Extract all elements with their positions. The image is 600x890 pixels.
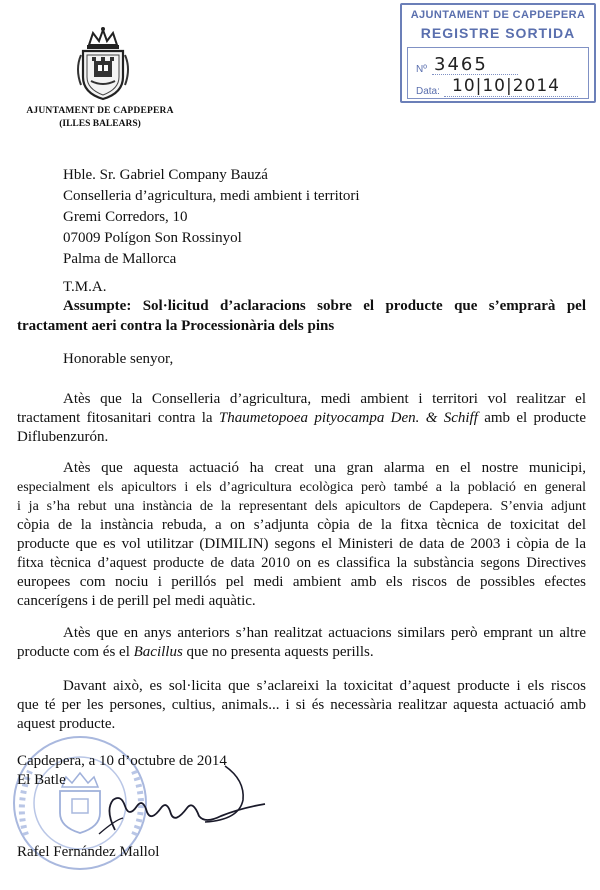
- stamp-organization: AJUNTAMENT DE CAPDEPERA: [410, 9, 586, 21]
- stamp-number-label: Nº: [416, 64, 427, 75]
- paragraph-1-line-1: Atès que la Conselleria d’agricultura, medi ambient i territori vol realitzar el: [63, 391, 586, 407]
- subject-line-2: tractament aeri contra la Processionària dels pins: [17, 318, 335, 334]
- paragraph-4-line-3: aquest producte.: [17, 716, 116, 732]
- stamp-register-title: REGISTRE SORTIDA: [420, 25, 576, 41]
- stamp-number: 3465: [434, 54, 488, 75]
- tma-label: T.M.A.: [63, 279, 107, 295]
- organization-region: (ILLES BALEARS): [59, 119, 141, 129]
- closing-role: El Batle: [17, 772, 66, 788]
- paragraph-2-line-4: còpia de la instància rebuda, a on s’adjunta còpia de la fitxa tècnica de toxicitat del: [17, 517, 586, 533]
- paragraph-4-line-2: que té per les persones, cultius, animals... i si és necessària realitzar aquesta actuació amb: [17, 697, 586, 713]
- paragraph-2-line-5: producte que es vol utilitzar (DIMILIN) segons el Ministeri de data de 2003 i còpia de la: [17, 536, 586, 552]
- paragraph-3-line-1: Atès que en anys anteriors s’han realitzat actuacions similars però emprant un altre: [63, 625, 586, 641]
- recipient-postal: 07009 Polígon Son Rossinyol: [63, 230, 242, 246]
- species-name: Thaumetopoea pityocampa Den. & Schiff: [218, 410, 478, 426]
- paragraph-2-line-8: cancerígens i de perill pel medi aquàtic.: [17, 593, 256, 609]
- recipient-street: Gremi Corredors, 10: [63, 209, 188, 225]
- stamp-date-label: Data:: [416, 86, 440, 97]
- paragraph-1-line-2: tractament fitosanitari contra la Thaumetopoea pityocampa Den. & Schiff amb el producte: [17, 410, 586, 426]
- recipient-city: Palma de Mallorca: [63, 251, 177, 267]
- closing-place-date: Capdepera, a 10 d’octubre de 2014: [17, 753, 227, 769]
- paragraph-2-line-1: Atès que aquesta actuació ha creat una gran alarma en el nostre municipi,: [63, 460, 586, 476]
- municipal-crest-icon: [75, 25, 131, 101]
- handwritten-signature: [95, 760, 275, 840]
- subject-line-1: Assumpte: Sol·licitud d’aclaracions sobre el producte que s’emprarà pel: [63, 298, 586, 314]
- stamp-fields: [407, 47, 589, 99]
- paragraph-3-line-2: producte com és el Bacillus que no presenta aquests perills.: [17, 644, 374, 660]
- paragraph-2-line-7: europees com nociu i perillós pel medi ambient amb els riscos de possibles efectes: [17, 574, 586, 590]
- paragraph-2-line-2: especialment els apicultors i els d’agricultura ecològica però també a la població en general: [17, 480, 586, 495]
- registry-stamp: [400, 3, 596, 103]
- greeting: Honorable senyor,: [63, 351, 174, 367]
- recipient-department: Conselleria d’agricultura, medi ambient i territori: [63, 188, 360, 204]
- paragraph-4-line-1: Davant això, es sol·licita que s’aclareixi la toxicitat d’aquest producte i els riscos: [63, 678, 586, 694]
- recipient-name: Hble. Sr. Gabriel Company Bauzá: [63, 167, 268, 183]
- paragraph-2-line-3: i ja s’ha rebut una instància de la representant dels apicultors de Capdepera. S’envia adjunt: [17, 499, 586, 514]
- organization-name: AJUNTAMENT DE CAPDEPERA: [26, 106, 174, 116]
- bacillus-term: Bacillus: [133, 644, 183, 660]
- paragraph-2-line-6: fitxa tècnica d’aquest producte de data 2010 on es classifica la substància segons Directives: [17, 555, 586, 571]
- stamp-date: 10|10|2014: [452, 76, 560, 96]
- paragraph-1-line-3: Diflubenzurón.: [17, 429, 109, 445]
- signatory-name: Rafel Fernández Mallol: [17, 844, 160, 860]
